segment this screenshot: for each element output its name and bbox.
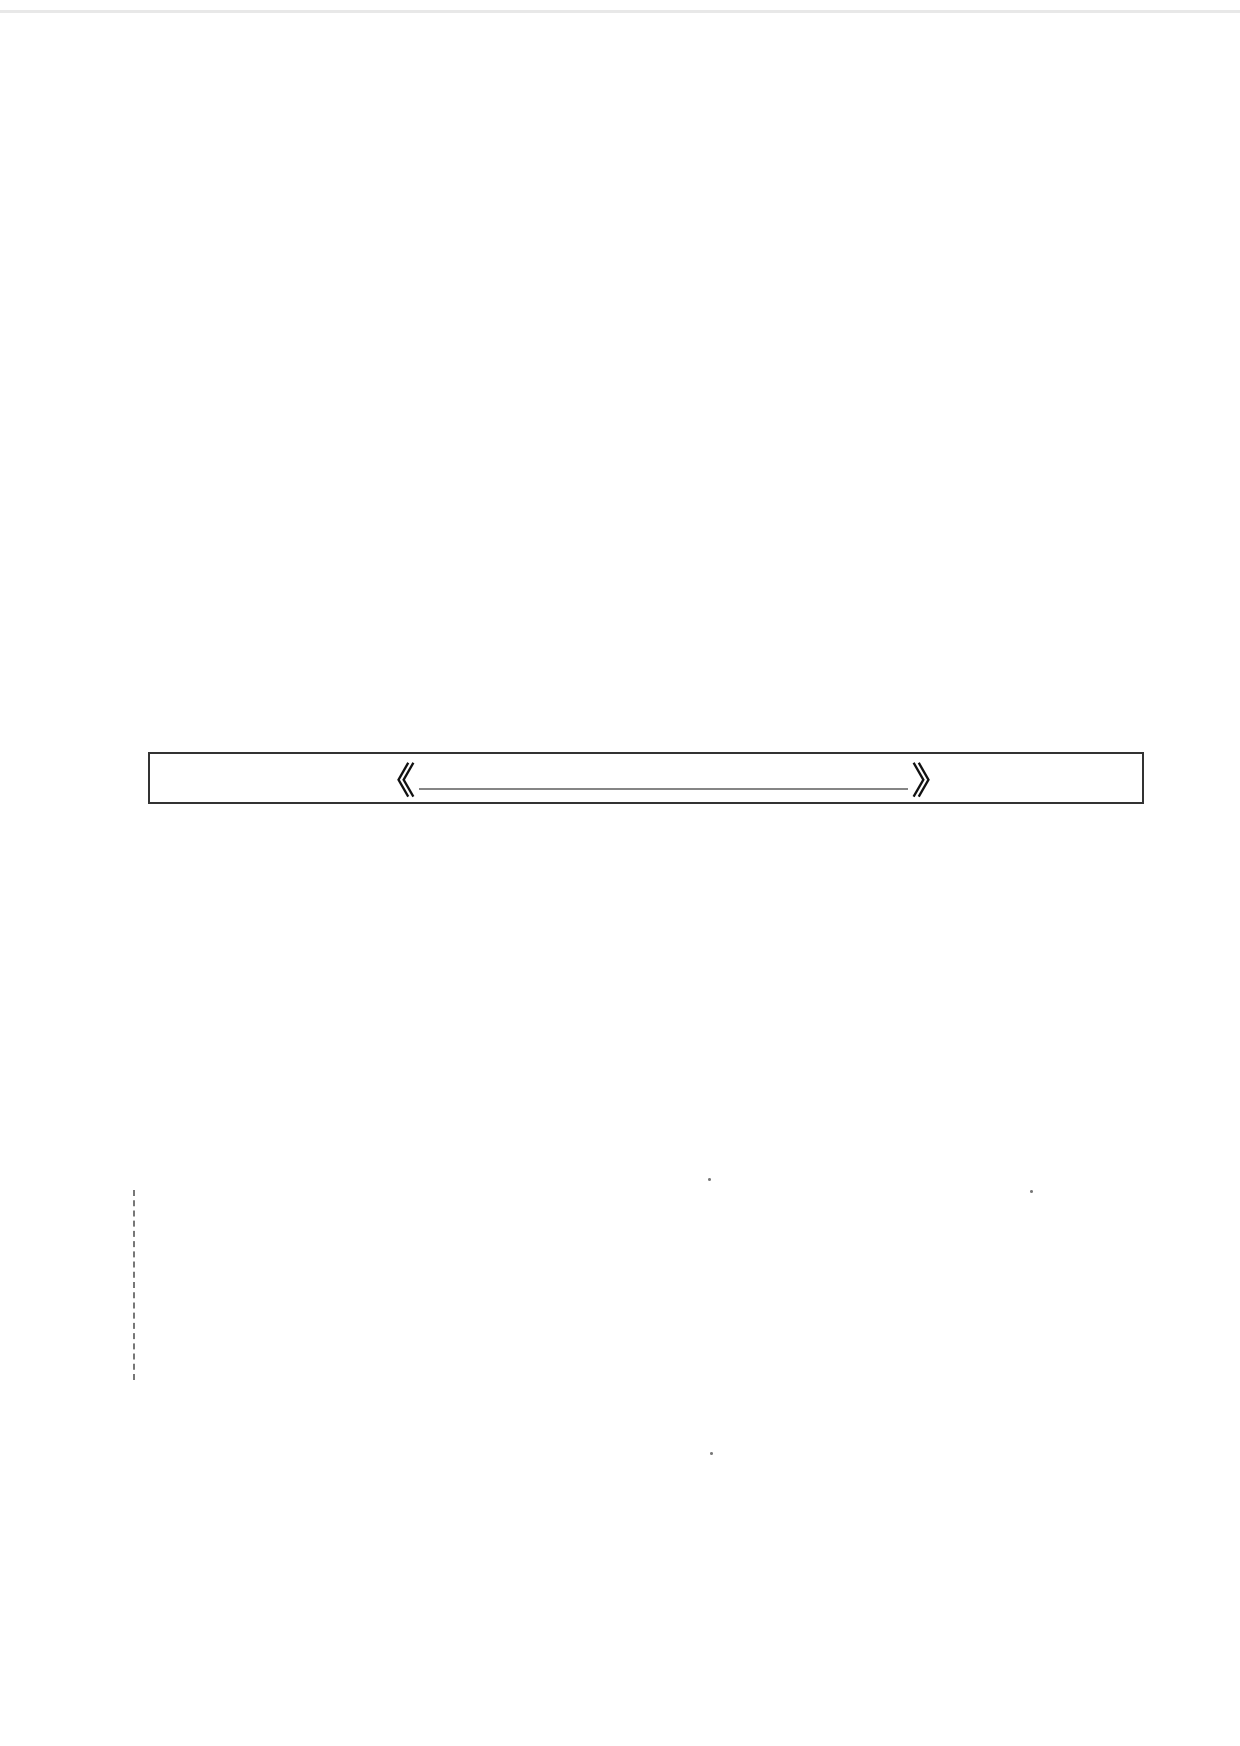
number-label [120,1200,144,1430]
ink-speck [708,1178,711,1181]
paper-format-label [108,175,136,325]
scan-edge [0,10,1240,13]
ink-speck [710,1452,713,1455]
banner-rule [419,788,908,790]
bracket-left-icon: 《 [379,760,416,802]
manuscript-banner [148,752,1144,804]
ink-speck [1030,1190,1033,1193]
bracket-right-icon: 》 [911,760,948,802]
